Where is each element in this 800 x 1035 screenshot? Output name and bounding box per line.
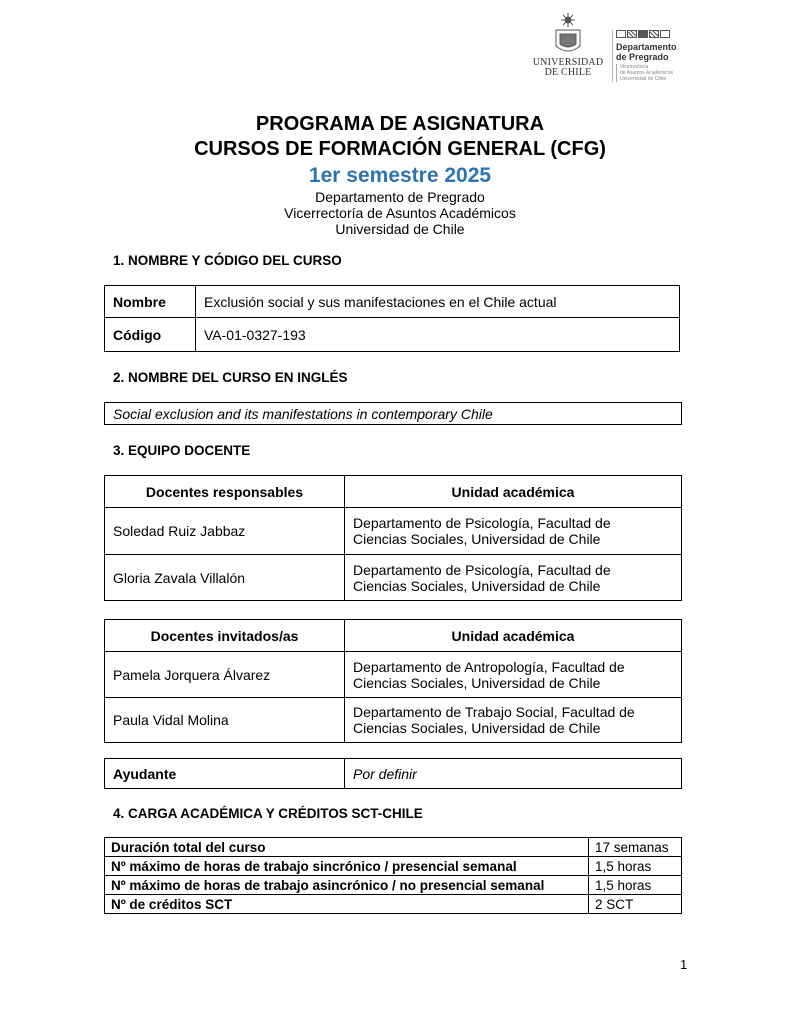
- docente-unit: Departamento de Trabajo Social, Facultad de Ciencias Sociales, Universidad de Chile: [345, 698, 682, 743]
- table-row: [105, 286, 680, 318]
- subtitle-line3: Universidad de Chile: [335, 221, 465, 237]
- ayudante-table: [104, 758, 682, 789]
- docente-name: Gloria Zavala Villalón: [105, 555, 345, 601]
- dept-sub-line2: de Asuntos Académicos: [620, 70, 674, 76]
- english-name-table: [104, 402, 682, 425]
- table-row: [105, 838, 682, 857]
- table-row: [105, 318, 680, 352]
- course-name-code-table: [104, 285, 680, 352]
- duracion-label: Duración total del curso: [105, 838, 589, 857]
- duracion-value: 17 semanas: [589, 838, 682, 857]
- dept-name-line1: Departamento: [616, 42, 677, 52]
- table-header-row: [105, 476, 682, 508]
- docente-unit: Departamento de Psicología, Facultad de Ciencias Sociales, Universidad de Chile: [345, 508, 682, 555]
- table-row: [105, 876, 682, 895]
- title-line1: PROGRAMA DE ASIGNATURA: [255, 113, 545, 135]
- logo-divider: [612, 30, 613, 82]
- document-header: [0, 112, 800, 237]
- col-header-unidad: Unidad académica: [345, 476, 682, 508]
- section2-title: 2. NOMBRE DEL CURSO EN INGLÉS: [113, 370, 348, 385]
- dept-name-line2: de Pregrado: [616, 52, 669, 62]
- ayudante-label: Ayudante: [105, 759, 345, 789]
- dept-squares-icon: [616, 30, 688, 38]
- subtitle-line1: Departamento de Pregrado: [315, 189, 485, 205]
- carga-academica-table: [104, 837, 682, 914]
- table-row: [105, 857, 682, 876]
- docente-unit: Departamento de Psicología, Facultad de Ciencias Sociales, Universidad de Chile: [345, 555, 682, 601]
- page-number: 1: [680, 957, 688, 972]
- university-crest-icon: [548, 12, 588, 58]
- docente-name: Pamela Jorquera Álvarez: [105, 652, 345, 698]
- col-header-invitados: Docentes invitados/as: [105, 620, 345, 652]
- header-logos: [528, 12, 688, 87]
- nombre-value: Exclusión social y sus manifestaciones en el Chile actual: [196, 286, 680, 318]
- universidad-de-chile-logo: [528, 12, 608, 78]
- creditos-label: Nº de créditos SCT: [105, 895, 589, 914]
- table-row: [105, 698, 682, 743]
- university-name-line1: UNIVERSIDAD: [532, 57, 604, 68]
- creditos-value: 2 SCT: [589, 895, 682, 914]
- table-row: [105, 895, 682, 914]
- horas-sincronico-label: Nº máximo de horas de trabajo sincrónico / presencial semanal: [105, 857, 589, 876]
- section1-title: 1. NOMBRE Y CÓDIGO DEL CURSO: [113, 253, 342, 268]
- table-row: [105, 759, 682, 789]
- codigo-label: Código: [105, 318, 196, 352]
- dept-sub-line1: Vicerrectoría: [620, 64, 649, 70]
- table-header-row: [105, 620, 682, 652]
- docentes-invitados-table: [104, 619, 682, 743]
- university-name-line2: DE CHILE: [544, 67, 592, 78]
- dept-sub-line3: Universidad de Chile: [620, 76, 667, 82]
- section4-title: 4. CARGA ACADÉMICA Y CRÉDITOS SCT-CHILE: [113, 806, 423, 821]
- table-row: [105, 652, 682, 698]
- docentes-responsables-table: [104, 475, 682, 601]
- horas-asincronico-label: Nº máximo de horas de trabajo asincrónico / no presencial semanal: [105, 876, 589, 895]
- docente-name: Soledad Ruiz Jabbaz: [105, 508, 345, 555]
- section3-title: 3. EQUIPO DOCENTE: [113, 443, 251, 458]
- semester-title: 1er semestre 2025: [308, 164, 492, 187]
- docente-unit: Departamento de Antropología, Facultad de Ciencias Sociales, Universidad de Chile: [345, 652, 682, 698]
- table-row: [105, 555, 682, 601]
- dept-subtext: [616, 64, 688, 82]
- departamento-pregrado-logo: [616, 30, 688, 82]
- ayudante-value: Por definir: [345, 759, 682, 789]
- col-header-unidad: Unidad académica: [345, 620, 682, 652]
- docente-name: Paula Vidal Molina: [105, 698, 345, 743]
- col-header-docentes: Docentes responsables: [105, 476, 345, 508]
- table-row: [105, 403, 682, 425]
- title-line2: CURSOS DE FORMACIÓN GENERAL (CFG): [194, 138, 606, 160]
- horas-asincronico-value: 1,5 horas: [589, 876, 682, 895]
- subtitle-line2: Vicerrectoría de Asuntos Académicos: [284, 205, 516, 221]
- codigo-value: VA-01-0327-193: [196, 318, 680, 352]
- horas-sincronico-value: 1,5 horas: [589, 857, 682, 876]
- english-name-value: Social exclusion and its manifestations in contemporary Chile: [105, 403, 682, 425]
- nombre-label: Nombre: [105, 286, 196, 318]
- table-row: [105, 508, 682, 555]
